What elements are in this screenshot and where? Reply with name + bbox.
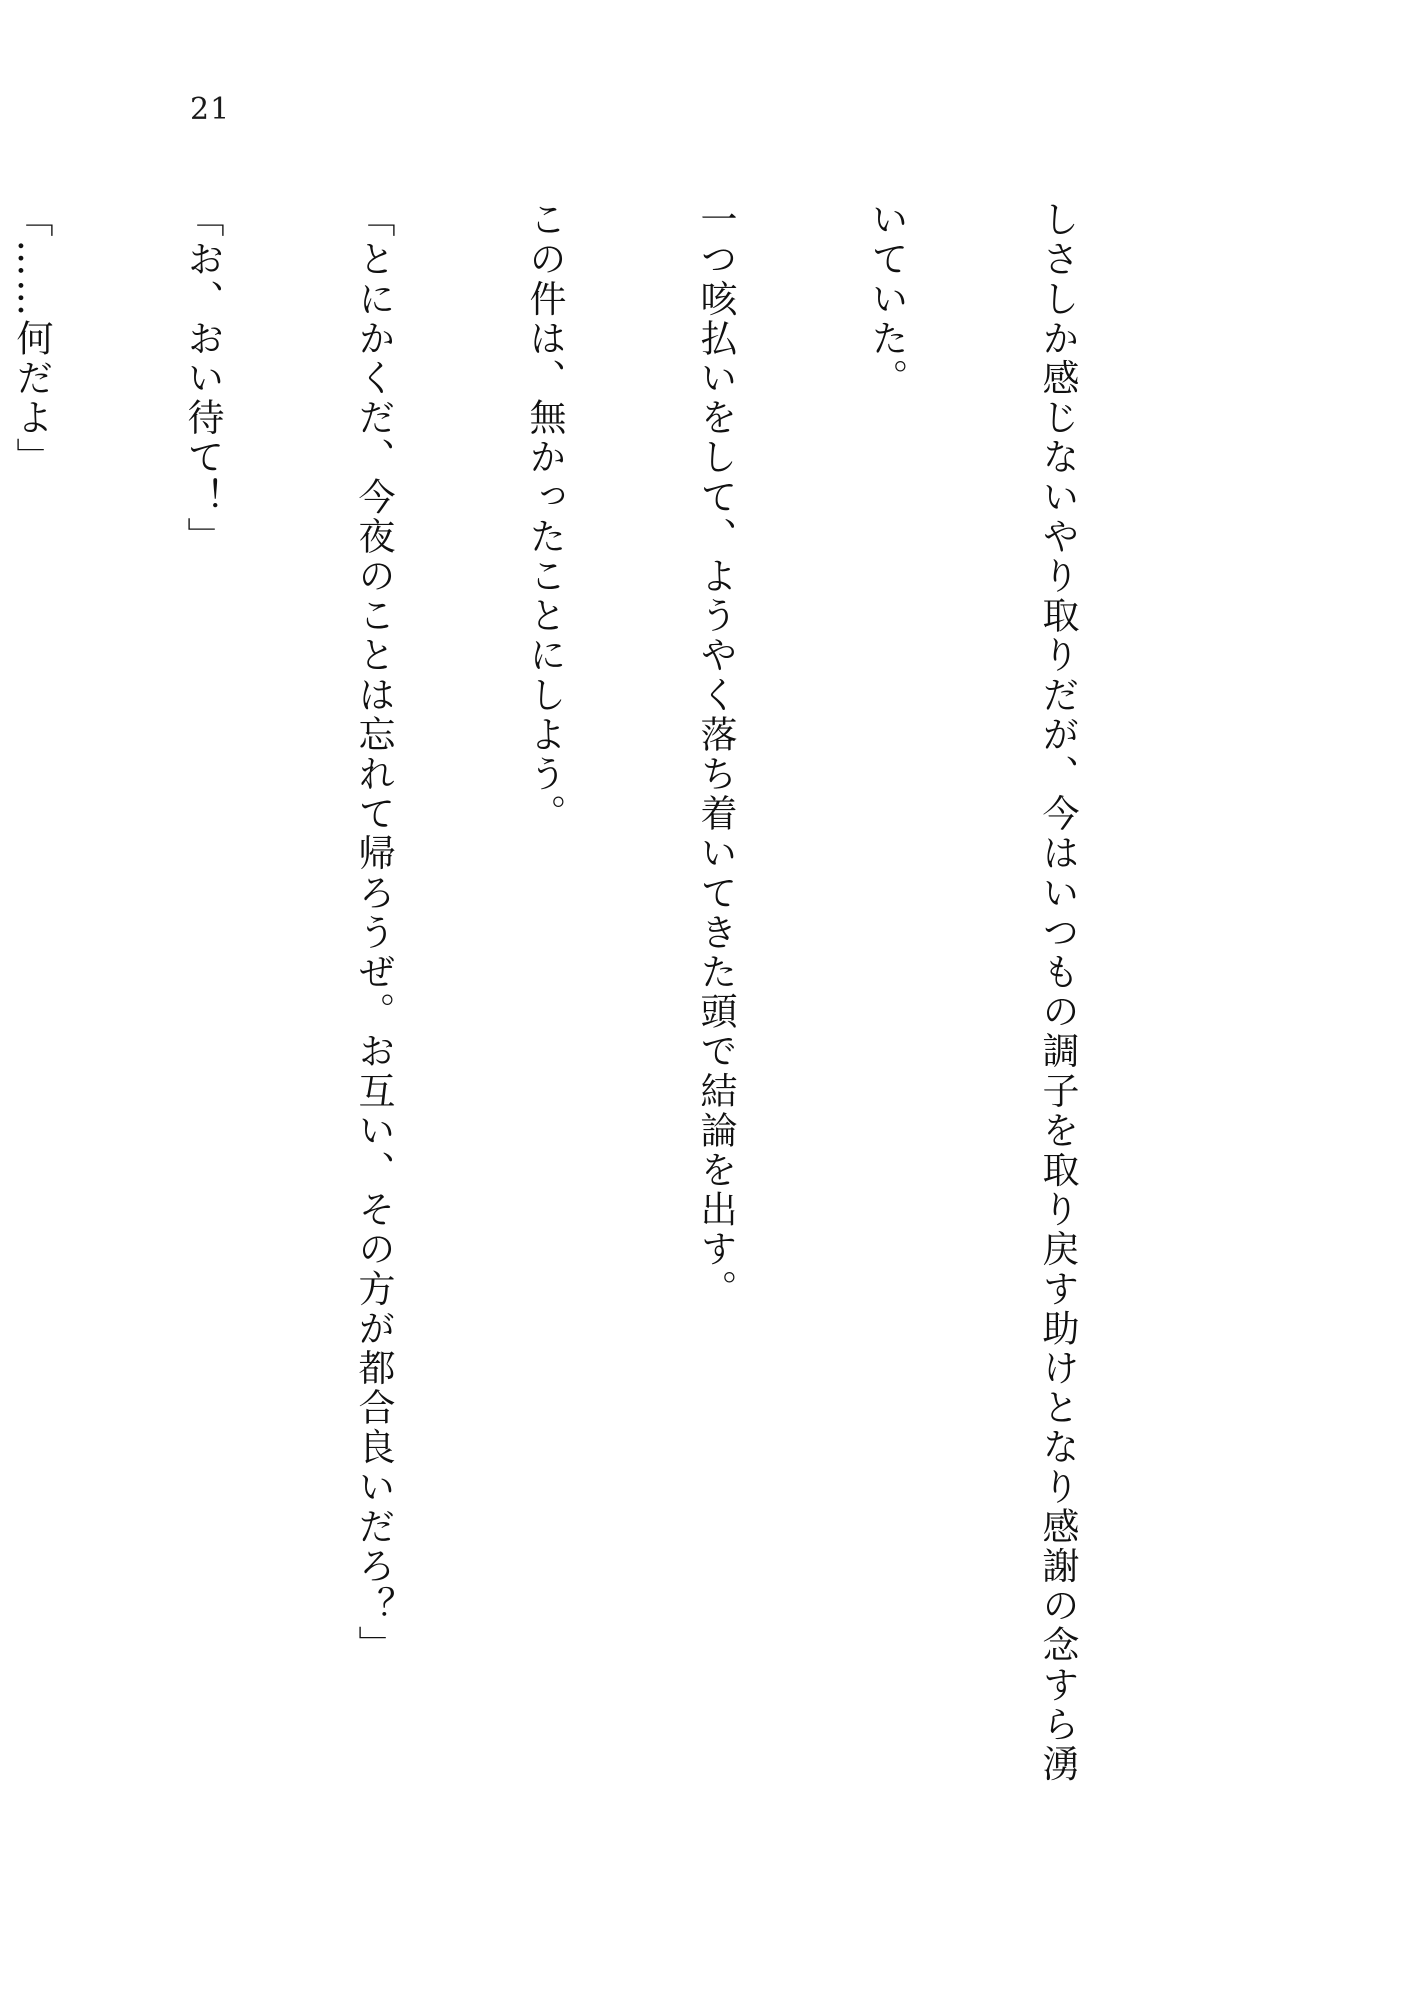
page-number: 21 — [190, 92, 231, 127]
text-line: この件は、無かったことにしよう。 — [523, 200, 566, 834]
novel-body-text — [0, 200, 1200, 1860]
text-line: いていた。 — [865, 200, 908, 398]
text-line: 一つ咳払いをして、ようやく落ち着いてきた頭で結論を出す。 — [694, 200, 737, 1309]
text-line: 「とにかくだ、今夜のことは忘れて帰ろうぜ。お互い、その方が都合良いだろ？」 — [352, 200, 395, 1666]
text-line: 「お、おい待て！」 — [181, 200, 224, 557]
text-line: 「……何だよ」 — [10, 200, 53, 478]
text-line: しさしか感じないやり取りだが、今はいつもの調子を取り戻す助けとなり感謝の念すら湧 — [1036, 200, 1079, 1784]
